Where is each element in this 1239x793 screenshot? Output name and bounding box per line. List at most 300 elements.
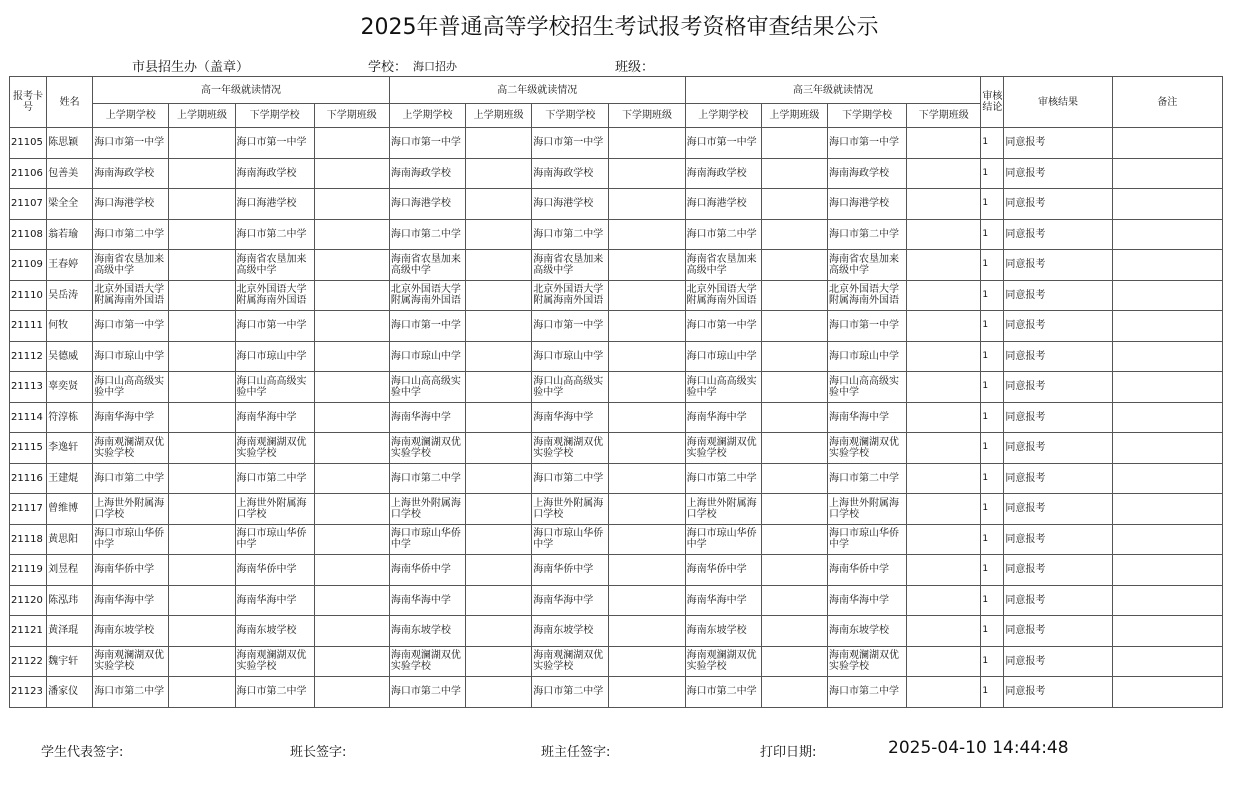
grade3-upper-class-cell	[761, 189, 827, 220]
grade1-lower-class-cell	[314, 585, 389, 616]
grade3-upper-class-cell	[761, 585, 827, 616]
grade2-upper-class-cell	[466, 494, 532, 525]
grade1-upper-school-cell: 海南海政学校	[93, 158, 169, 189]
exam-no-cell: 21109	[10, 250, 47, 281]
grade2-upper-school-cell: 海南华海中学	[389, 402, 465, 433]
result-cell: 同意报考	[1004, 189, 1112, 220]
grade2-upper-class-cell	[466, 341, 532, 372]
subheader-g3-upper-school: 上学期学校	[685, 104, 761, 128]
exam-no-cell: 21114	[10, 402, 47, 433]
grade3-upper-class-cell	[761, 402, 827, 433]
table-row	[10, 250, 1223, 281]
grade1-upper-school-cell: 海口市第二中学	[93, 677, 169, 708]
school-label: 学校：	[368, 60, 408, 75]
grade3-upper-school-cell: 海南省农垦加来高级中学	[685, 250, 761, 281]
exam-no-cell: 21123	[10, 677, 47, 708]
subheader-g1-lower-school: 下学期学校	[235, 104, 314, 128]
result-cell: 同意报考	[1004, 555, 1112, 586]
conclusion-cell: 1	[981, 311, 1004, 342]
grade1-lower-school-cell: 海南华海中学	[235, 402, 314, 433]
school-value: 海口招办	[413, 60, 457, 73]
conclusion-cell: 1	[981, 677, 1004, 708]
exam-no-cell: 21122	[10, 646, 47, 677]
exam-no-cell: 21117	[10, 494, 47, 525]
grade1-lower-class-cell	[314, 433, 389, 464]
student-name-cell: 李逸轩	[47, 433, 93, 464]
grade2-upper-school-cell: 海南海政学校	[389, 158, 465, 189]
grade1-lower-school-cell: 海南华侨中学	[235, 555, 314, 586]
table-row	[10, 280, 1223, 311]
grade1-lower-school-cell: 海口市第二中学	[235, 463, 314, 494]
student-name-cell: 黄思阳	[47, 524, 93, 555]
table-row	[10, 585, 1223, 616]
grade2-upper-class-cell	[466, 463, 532, 494]
grade2-upper-class-cell	[466, 219, 532, 250]
grade2-lower-class-cell	[609, 402, 685, 433]
grade2-lower-class-cell	[609, 311, 685, 342]
exam-no-cell: 21105	[10, 128, 47, 159]
grade2-lower-school-cell: 海南华海中学	[532, 402, 609, 433]
grade1-upper-class-cell	[169, 463, 235, 494]
grade3-upper-school-cell: 海口海港学校	[685, 189, 761, 220]
grade1-upper-class-cell	[169, 494, 235, 525]
student-name-cell: 潘家仪	[47, 677, 93, 708]
grade1-lower-class-cell	[314, 311, 389, 342]
grade3-upper-class-cell	[761, 311, 827, 342]
grade3-upper-class-cell	[761, 158, 827, 189]
result-cell: 同意报考	[1004, 128, 1112, 159]
grade1-upper-class-cell	[169, 616, 235, 647]
review-table	[9, 76, 1223, 708]
grade3-lower-class-cell	[907, 250, 981, 281]
grade2-lower-class-cell	[609, 585, 685, 616]
grade2-upper-school-cell: 海南华海中学	[389, 585, 465, 616]
remark-cell	[1112, 341, 1222, 372]
grade3-upper-school-cell: 海南观澜湖双优实验学校	[685, 433, 761, 464]
grade1-upper-class-cell	[169, 524, 235, 555]
table-row	[10, 219, 1223, 250]
table-row	[10, 341, 1223, 372]
grade3-upper-class-cell	[761, 494, 827, 525]
grade1-lower-class-cell	[314, 128, 389, 159]
conclusion-cell: 1	[981, 280, 1004, 311]
grade2-lower-school-cell: 上海世外附属海口学校	[532, 494, 609, 525]
table-row	[10, 463, 1223, 494]
class-label: 班级：	[615, 60, 655, 75]
grade2-lower-class-cell	[609, 372, 685, 403]
conclusion-cell: 1	[981, 250, 1004, 281]
grade1-lower-school-cell: 海口海港学校	[235, 189, 314, 220]
conclusion-cell: 1	[981, 463, 1004, 494]
remark-cell	[1112, 646, 1222, 677]
grade2-lower-school-cell: 海南华海中学	[532, 585, 609, 616]
grade2-upper-school-cell: 海南观澜湖双优实验学校	[389, 433, 465, 464]
subheader-g3-lower-school: 下学期学校	[827, 104, 906, 128]
grade2-lower-school-cell: 海南华侨中学	[532, 555, 609, 586]
grade3-lower-class-cell	[907, 128, 981, 159]
grade2-lower-class-cell	[609, 158, 685, 189]
grade3-lower-class-cell	[907, 158, 981, 189]
grade1-lower-class-cell	[314, 372, 389, 403]
grade1-upper-school-cell: 海口市琼山华侨中学	[93, 524, 169, 555]
grade3-upper-school-cell: 海口市第一中学	[685, 128, 761, 159]
result-cell: 同意报考	[1004, 494, 1112, 525]
result-cell: 同意报考	[1004, 158, 1112, 189]
table-row	[10, 433, 1223, 464]
grade1-upper-school-cell: 海南观澜湖双优实验学校	[93, 433, 169, 464]
exam-no-cell: 21112	[10, 341, 47, 372]
grade2-lower-class-cell	[609, 494, 685, 525]
grade2-upper-school-cell: 海南省农垦加来高级中学	[389, 250, 465, 281]
grade1-lower-class-cell	[314, 555, 389, 586]
grade2-upper-class-cell	[466, 128, 532, 159]
grade3-lower-class-cell	[907, 219, 981, 250]
result-cell: 同意报考	[1004, 646, 1112, 677]
grade3-upper-school-cell: 海口市第二中学	[685, 463, 761, 494]
grade3-lower-school-cell: 海口海港学校	[827, 189, 906, 220]
result-cell: 同意报考	[1004, 524, 1112, 555]
grade3-lower-class-cell	[907, 555, 981, 586]
grade1-lower-school-cell: 海南观澜湖双优实验学校	[235, 646, 314, 677]
grade2-lower-class-cell	[609, 219, 685, 250]
grade2-upper-school-cell: 上海世外附属海口学校	[389, 494, 465, 525]
grade2-lower-school-cell: 海口市第二中学	[532, 463, 609, 494]
conclusion-cell: 1	[981, 616, 1004, 647]
exam-no-cell: 21110	[10, 280, 47, 311]
grade2-upper-class-cell	[466, 158, 532, 189]
exam-no-cell: 21118	[10, 524, 47, 555]
conclusion-cell: 1	[981, 433, 1004, 464]
exam-no-cell: 21107	[10, 189, 47, 220]
grade1-upper-class-cell	[169, 189, 235, 220]
table-row	[10, 524, 1223, 555]
grade2-upper-class-cell	[466, 250, 532, 281]
remark-cell	[1112, 128, 1222, 159]
grade2-lower-school-cell: 海南观澜湖双优实验学校	[532, 433, 609, 464]
grade1-upper-school-cell: 海南华海中学	[93, 402, 169, 433]
student-sign-label: 学生代表签字:	[41, 745, 124, 760]
subheader-g1-upper-class: 上学期班级	[169, 104, 235, 128]
grade2-lower-class-cell	[609, 433, 685, 464]
student-name-cell: 王建焜	[47, 463, 93, 494]
student-name-cell: 吴岳涛	[47, 280, 93, 311]
grade3-lower-school-cell: 北京外国语大学附属海南外国语	[827, 280, 906, 311]
result-cell: 同意报考	[1004, 677, 1112, 708]
grade1-lower-school-cell: 上海世外附属海口学校	[235, 494, 314, 525]
monitor-sign-label: 班长签字:	[290, 745, 347, 760]
result-cell: 同意报考	[1004, 433, 1112, 464]
grade2-upper-school-cell: 海南华侨中学	[389, 555, 465, 586]
subheader-g1-lower-class: 下学期班级	[314, 104, 389, 128]
student-name-cell: 曾维博	[47, 494, 93, 525]
conclusion-cell: 1	[981, 189, 1004, 220]
grade2-upper-school-cell: 海口海港学校	[389, 189, 465, 220]
grade2-upper-school-cell: 海口市第二中学	[389, 677, 465, 708]
grade1-upper-class-cell	[169, 219, 235, 250]
teacher-sign-label: 班主任签字:	[541, 745, 611, 760]
grade3-lower-class-cell	[907, 616, 981, 647]
remark-cell	[1112, 463, 1222, 494]
table-row	[10, 616, 1223, 647]
grade3-lower-school-cell: 海口市第一中学	[827, 311, 906, 342]
grade3-lower-class-cell	[907, 189, 981, 220]
grade3-lower-class-cell	[907, 585, 981, 616]
exam-no-cell: 21111	[10, 311, 47, 342]
grade3-upper-school-cell: 海南华海中学	[685, 402, 761, 433]
grade3-lower-class-cell	[907, 402, 981, 433]
table-row	[10, 494, 1223, 525]
exam-no-cell: 21115	[10, 433, 47, 464]
result-cell: 同意报考	[1004, 250, 1112, 281]
grade3-lower-school-cell: 海口市琼山中学	[827, 341, 906, 372]
student-name-cell: 何牧	[47, 311, 93, 342]
grade2-upper-school-cell: 海口市第一中学	[389, 128, 465, 159]
grade2-lower-school-cell: 海口市第一中学	[532, 311, 609, 342]
remark-cell	[1112, 311, 1222, 342]
page-title: 2025年普通高等学校招生考试报考资格审查结果公示	[360, 15, 879, 40]
grade2-upper-class-cell	[466, 402, 532, 433]
grade3-lower-class-cell	[907, 494, 981, 525]
grade1-lower-class-cell	[314, 280, 389, 311]
remark-cell	[1112, 616, 1222, 647]
grade1-lower-class-cell	[314, 646, 389, 677]
grade3-lower-school-cell: 海口市第二中学	[827, 219, 906, 250]
grade2-lower-school-cell: 海口市第二中学	[532, 219, 609, 250]
grade1-lower-class-cell	[314, 341, 389, 372]
grade1-upper-school-cell: 海南东坡学校	[93, 616, 169, 647]
grade3-lower-class-cell	[907, 677, 981, 708]
grade3-lower-school-cell: 海口市第二中学	[827, 677, 906, 708]
header-exam-no: 报考卡号	[10, 77, 47, 128]
subheader-g2-upper-class: 上学期班级	[466, 104, 532, 128]
grade2-lower-class-cell	[609, 463, 685, 494]
table-row	[10, 677, 1223, 708]
grade1-upper-class-cell	[169, 402, 235, 433]
grade2-lower-school-cell: 海口市琼山华侨中学	[532, 524, 609, 555]
grade3-lower-school-cell: 海南观澜湖双优实验学校	[827, 646, 906, 677]
grade3-upper-class-cell	[761, 616, 827, 647]
conclusion-cell: 1	[981, 555, 1004, 586]
subheader-g2-upper-school: 上学期学校	[389, 104, 465, 128]
grade3-upper-class-cell	[761, 372, 827, 403]
subheader-g2-lower-school: 下学期学校	[532, 104, 609, 128]
office-label: 市县招生办（盖章）	[132, 60, 250, 75]
grade2-upper-class-cell	[466, 433, 532, 464]
grade1-upper-school-cell: 海南省农垦加来高级中学	[93, 250, 169, 281]
result-cell: 同意报考	[1004, 311, 1112, 342]
student-name-cell: 刘昱程	[47, 555, 93, 586]
table-row	[10, 402, 1223, 433]
grade2-upper-class-cell	[466, 555, 532, 586]
grade2-lower-class-cell	[609, 677, 685, 708]
conclusion-cell: 1	[981, 219, 1004, 250]
grade3-lower-school-cell: 海南观澜湖双优实验学校	[827, 433, 906, 464]
grade2-lower-school-cell: 海南海政学校	[532, 158, 609, 189]
student-name-cell: 梁全全	[47, 189, 93, 220]
grade3-lower-school-cell: 海南东坡学校	[827, 616, 906, 647]
student-name-cell: 辜奕贤	[47, 372, 93, 403]
grade1-lower-class-cell	[314, 402, 389, 433]
grade1-upper-class-cell	[169, 280, 235, 311]
grade2-lower-class-cell	[609, 128, 685, 159]
grade1-upper-school-cell: 海口市琼山中学	[93, 341, 169, 372]
grade1-lower-school-cell: 北京外国语大学附属海南外国语	[235, 280, 314, 311]
grade3-lower-school-cell: 海南华海中学	[827, 402, 906, 433]
conclusion-cell: 1	[981, 158, 1004, 189]
subheader-g2-lower-class: 下学期班级	[609, 104, 685, 128]
grade1-upper-class-cell	[169, 585, 235, 616]
grade3-upper-class-cell	[761, 463, 827, 494]
remark-cell	[1112, 555, 1222, 586]
grade1-lower-class-cell	[314, 616, 389, 647]
grade3-upper-school-cell: 海口市第二中学	[685, 677, 761, 708]
grade3-upper-school-cell: 海口市琼山华侨中学	[685, 524, 761, 555]
grade3-upper-school-cell: 上海世外附属海口学校	[685, 494, 761, 525]
grade3-upper-school-cell: 海口山高高级实验中学	[685, 372, 761, 403]
conclusion-cell: 1	[981, 402, 1004, 433]
grade2-upper-class-cell	[466, 311, 532, 342]
remark-cell	[1112, 280, 1222, 311]
grade2-lower-school-cell: 海口市第一中学	[532, 128, 609, 159]
subheader-g3-lower-class: 下学期班级	[907, 104, 981, 128]
grade2-upper-class-cell	[466, 616, 532, 647]
grade2-lower-class-cell	[609, 616, 685, 647]
grade2-upper-school-cell: 海口市琼山中学	[389, 341, 465, 372]
grade2-lower-school-cell: 海南东坡学校	[532, 616, 609, 647]
table-row	[10, 189, 1223, 220]
grade3-upper-class-cell	[761, 219, 827, 250]
grade3-lower-class-cell	[907, 463, 981, 494]
exam-no-cell: 21120	[10, 585, 47, 616]
grade1-upper-school-cell: 海口山高高级实验中学	[93, 372, 169, 403]
grade1-lower-school-cell: 海南省农垦加来高级中学	[235, 250, 314, 281]
grade2-lower-class-cell	[609, 250, 685, 281]
grade1-upper-school-cell: 海南华海中学	[93, 585, 169, 616]
header-name: 姓名	[47, 77, 93, 128]
remark-cell	[1112, 189, 1222, 220]
student-name-cell: 包善美	[47, 158, 93, 189]
grade1-lower-class-cell	[314, 494, 389, 525]
grade3-lower-class-cell	[907, 280, 981, 311]
grade1-lower-class-cell	[314, 158, 389, 189]
result-cell: 同意报考	[1004, 616, 1112, 647]
header-grade2: 高二年级就读情况	[389, 77, 685, 104]
header-grade1: 高一年级就读情况	[93, 77, 390, 104]
grade2-lower-school-cell: 海南观澜湖双优实验学校	[532, 646, 609, 677]
conclusion-cell: 1	[981, 494, 1004, 525]
grade2-upper-school-cell: 海口市第二中学	[389, 219, 465, 250]
grade1-upper-class-cell	[169, 341, 235, 372]
grade1-upper-class-cell	[169, 372, 235, 403]
grade3-lower-school-cell: 海口市第二中学	[827, 463, 906, 494]
table-row	[10, 311, 1223, 342]
header-remark: 备注	[1112, 77, 1222, 128]
grade2-lower-school-cell: 海口市第二中学	[532, 677, 609, 708]
grade1-lower-school-cell: 海南东坡学校	[235, 616, 314, 647]
conclusion-cell: 1	[981, 128, 1004, 159]
grade3-upper-class-cell	[761, 341, 827, 372]
result-cell: 同意报考	[1004, 341, 1112, 372]
conclusion-cell: 1	[981, 585, 1004, 616]
grade2-upper-school-cell: 北京外国语大学附属海南外国语	[389, 280, 465, 311]
grade2-upper-class-cell	[466, 372, 532, 403]
grade1-lower-school-cell: 海口市第一中学	[235, 128, 314, 159]
grade2-lower-class-cell	[609, 189, 685, 220]
grade3-lower-class-cell	[907, 524, 981, 555]
header-result: 审核结果	[1004, 77, 1112, 128]
print-date-label: 打印日期:	[760, 745, 817, 760]
grade3-lower-school-cell: 海南华海中学	[827, 585, 906, 616]
remark-cell	[1112, 677, 1222, 708]
grade3-upper-class-cell	[761, 250, 827, 281]
grade1-upper-class-cell	[169, 677, 235, 708]
result-cell: 同意报考	[1004, 219, 1112, 250]
exam-no-cell: 21106	[10, 158, 47, 189]
remark-cell	[1112, 433, 1222, 464]
grade3-upper-class-cell	[761, 128, 827, 159]
subheader-g3-upper-class: 上学期班级	[761, 104, 827, 128]
grade3-upper-class-cell	[761, 433, 827, 464]
grade3-upper-class-cell	[761, 646, 827, 677]
conclusion-cell: 1	[981, 524, 1004, 555]
grade3-upper-school-cell: 海南海政学校	[685, 158, 761, 189]
grade1-lower-class-cell	[314, 250, 389, 281]
grade3-upper-school-cell: 海南华侨中学	[685, 555, 761, 586]
grade3-lower-school-cell: 海口山高高级实验中学	[827, 372, 906, 403]
exam-no-cell: 21119	[10, 555, 47, 586]
grade1-upper-class-cell	[169, 311, 235, 342]
exam-no-cell: 21108	[10, 219, 47, 250]
grade3-upper-school-cell: 海南东坡学校	[685, 616, 761, 647]
remark-cell	[1112, 585, 1222, 616]
remark-cell	[1112, 219, 1222, 250]
grade2-upper-school-cell: 海口市第一中学	[389, 311, 465, 342]
grade2-upper-class-cell	[466, 677, 532, 708]
grade3-lower-school-cell: 海南省农垦加来高级中学	[827, 250, 906, 281]
grade3-upper-school-cell: 海口市琼山中学	[685, 341, 761, 372]
grade3-lower-class-cell	[907, 433, 981, 464]
grade1-upper-school-cell: 海南华侨中学	[93, 555, 169, 586]
remark-cell	[1112, 494, 1222, 525]
grade1-lower-school-cell: 海口市第二中学	[235, 677, 314, 708]
grade3-lower-class-cell	[907, 341, 981, 372]
grade2-lower-class-cell	[609, 341, 685, 372]
grade1-upper-school-cell: 北京外国语大学附属海南外国语	[93, 280, 169, 311]
grade2-upper-class-cell	[466, 646, 532, 677]
grade1-lower-school-cell: 海南海政学校	[235, 158, 314, 189]
grade1-lower-school-cell: 海口市琼山华侨中学	[235, 524, 314, 555]
grade3-upper-class-cell	[761, 280, 827, 311]
student-name-cell: 魏宇轩	[47, 646, 93, 677]
table-row	[10, 372, 1223, 403]
grade3-upper-class-cell	[761, 677, 827, 708]
result-cell: 同意报考	[1004, 463, 1112, 494]
remark-cell	[1112, 250, 1222, 281]
exam-no-cell: 21113	[10, 372, 47, 403]
grade1-lower-class-cell	[314, 189, 389, 220]
student-name-cell: 王春婷	[47, 250, 93, 281]
result-cell: 同意报考	[1004, 372, 1112, 403]
grade3-lower-class-cell	[907, 311, 981, 342]
grade2-lower-class-cell	[609, 280, 685, 311]
grade1-upper-class-cell	[169, 433, 235, 464]
grade2-lower-school-cell: 北京外国语大学附属海南外国语	[532, 280, 609, 311]
conclusion-cell: 1	[981, 372, 1004, 403]
grade1-upper-school-cell: 海口海港学校	[93, 189, 169, 220]
grade3-upper-class-cell	[761, 524, 827, 555]
table-row	[10, 128, 1223, 159]
conclusion-cell: 1	[981, 341, 1004, 372]
